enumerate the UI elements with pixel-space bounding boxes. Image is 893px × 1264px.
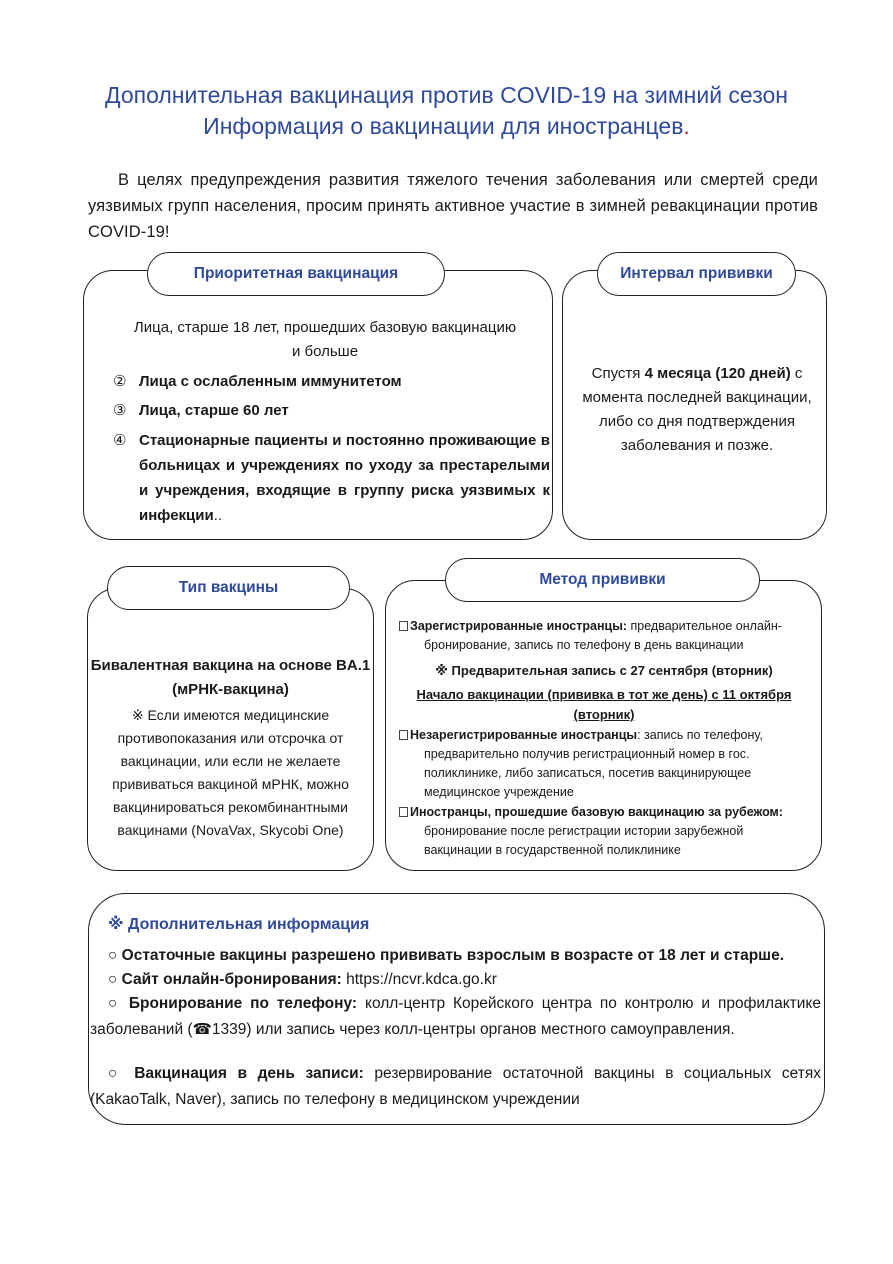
- method-registered-2: бронирование, запись по телефону в день вакцинации: [424, 638, 744, 652]
- vaccine-note: ※ Если имеются медицинские противопоказания или отсрочка от вакцинации, или если не желаете прививаться вакциной мРНК, можно вакцинироваться рекомбинантными вакцинами (NovaVax, Skycobi One): [112, 707, 349, 838]
- method-start-2: (вторник): [573, 707, 635, 722]
- priority-item-3: [113, 399, 553, 423]
- vaccine-name-2: (мРНК-вакцина): [172, 681, 289, 698]
- unregistered-title: Незарегистрированные иностранцы: [410, 728, 638, 742]
- bullet-4-title: ○ Вакцинация в день записи:: [108, 1065, 364, 1082]
- item-text: Лица с ослабленным иммунитетом: [139, 373, 402, 390]
- interval-label: Интервал прививки: [597, 252, 796, 296]
- method-unregistered-3: поликлинике, либо записаться, посетив вакцинирующее: [424, 766, 752, 780]
- bullet-2-text: https://ncvr.kdca.go.kr: [341, 971, 497, 988]
- intro-paragraph: [88, 167, 818, 245]
- priority-line-2: и больше: [291, 343, 359, 360]
- intro-text: В целях предупреждения развития тяжелого течения заболевания или смертей среди уязвимых групп населения, просим принять активное участие в зимней ревакцинации против COVID-19!: [88, 171, 818, 241]
- abroad-title: Иностранцы, прошедшие базовую вакцинацию за рубежом:: [410, 805, 783, 819]
- method-unregistered: [399, 726, 819, 745]
- title-dot: .: [683, 113, 690, 139]
- priority-item-2: [113, 370, 553, 394]
- additional-title: ※ Дополнительная информация: [108, 916, 370, 933]
- method-unregistered-2: предварительно получив регистрационный номер в гос.: [424, 747, 750, 761]
- method-unregistered-4: медицинское учреждение: [424, 785, 574, 799]
- interval-post: с момента последней вакцинации, либо со дня подтверждения заболевания и позже.: [582, 365, 812, 454]
- method-abroad-3: вакцинации в государственной поликлинике: [424, 843, 681, 857]
- interval-pre: Спустя: [591, 365, 645, 382]
- item-text: Лица, старше 60 лет: [139, 402, 289, 419]
- additional-bullet-1: ○ Остаточные вакцины разрешено прививать взрослым в возрасте от 18 лет и старше.: [108, 947, 785, 964]
- method-abroad-2: бронирование после регистрации истории зарубежной: [424, 824, 744, 838]
- checkbox-icon: [399, 730, 408, 740]
- interval-bold: 4 месяца (120 дней): [644, 365, 791, 382]
- item-number: ③: [113, 402, 127, 419]
- item-tail: ..: [213, 507, 223, 524]
- title-line-2: [0, 111, 893, 142]
- unregistered-text: : запись по телефону,: [637, 728, 763, 742]
- item-text: Стационарные пациенты и постоянно проживающие в больницах и учреждениях по уходу за престарелыми и учреждения, входящие в группу риска уязвимых к инфекции: [139, 432, 550, 524]
- method-abroad: [399, 803, 821, 822]
- method-start-1: Начало вакцинации (прививка в тот же день) с 11 октября: [416, 687, 792, 702]
- registered-title: Зарегистрированные иностранцы:: [410, 619, 628, 633]
- priority-line-1: Лица, старше 18 лет, прошедших базовую вакцинацию: [133, 319, 517, 336]
- interval-text: [582, 362, 812, 458]
- bullet-3-text: колл-центр Корейского центра по контролю и профилактике заболеваний (☎1339) или запись через колл-центры органов местного самоуправления.: [90, 995, 821, 1038]
- vaccine-type-label: Тип вакцины: [107, 566, 350, 610]
- priority-label: Приоритетная вакцинация: [147, 252, 445, 296]
- item-number: ④: [113, 432, 127, 449]
- additional-bullet-2: [108, 967, 813, 993]
- title-line-1: Дополнительная вакцинация против COVID-19 на зимний сезон: [104, 82, 788, 108]
- title-line-2-text: Информация о вакцинации для иностранцев: [203, 113, 684, 139]
- registered-text: предварительное онлайн-: [627, 619, 782, 633]
- bullet-4-text: резервирование остаточной вакцины в социальных сетях (KakaoTalk, Naver), запись по телефону в медицинском учреждении: [90, 1065, 821, 1108]
- additional-bullet-3: [90, 991, 821, 1043]
- method-registered: [399, 617, 819, 636]
- additional-bullet-4: [90, 1061, 821, 1113]
- vaccine-name-1: Бивалентная вакцина на основе BA.1: [90, 657, 371, 674]
- priority-item-4: [113, 428, 550, 528]
- bullet-3-title: ○ Бронирование по телефону:: [108, 995, 358, 1012]
- item-number: ②: [113, 373, 127, 390]
- bullet-2-title: ○ Сайт онлайн-бронирования:: [108, 971, 342, 988]
- page-title: [0, 80, 893, 142]
- checkbox-icon: [399, 807, 408, 817]
- method-label: Метод прививки: [445, 558, 760, 602]
- checkbox-icon: [399, 621, 408, 631]
- method-prebook: ※ Предварительная запись с 27 сентября (вторник): [435, 663, 773, 678]
- item-4-body: [139, 428, 550, 528]
